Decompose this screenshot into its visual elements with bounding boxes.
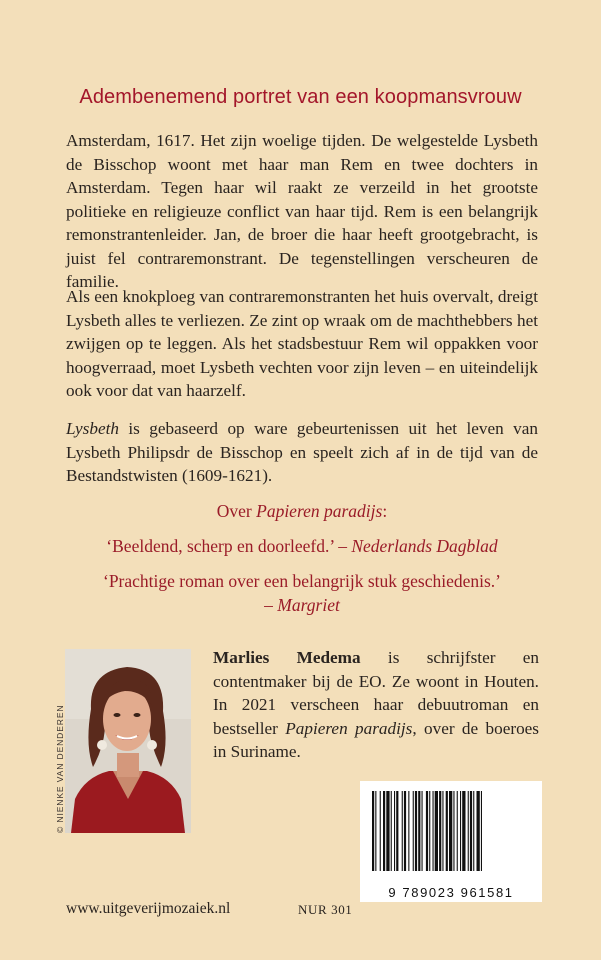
barcode-bar: [413, 791, 414, 871]
barcode-bar: [435, 791, 438, 871]
barcode-bar: [380, 791, 381, 871]
reviews: [66, 500, 538, 617]
review-intro-title: Papieren paradijs: [256, 501, 383, 521]
blurb-paragraph-2: Als een knokploeg van contraremonstranten het huis overvalt, dreigt Lysbeth alles te verliezen. Ze zint op wraak om de machthebbers het zwijgen op te leggen. Als het stadsbestuur Rem wil oppakken voor hoogverraad, moet Lysbeth vechten voor zijn leven – en uiteindelijk ook voor dat van haarzelf.: [66, 287, 538, 400]
review-quote-1: [66, 535, 538, 559]
barcode-bar: [477, 791, 480, 871]
nur-code: NUR 301: [298, 902, 353, 917]
barcode-bar: [402, 791, 403, 871]
review-intro-suffix: :: [382, 501, 388, 521]
barcode-bar: [391, 791, 392, 871]
author-bio-text-2: . Ze woont in Houten. In 2021 verscheen haar debuutroman en bestseller: [213, 671, 539, 738]
publisher-website[interactable]: www.uitgeverijmozaiek.nl: [66, 900, 231, 917]
barcode-bar: [372, 791, 374, 871]
barcode-bar: [429, 791, 430, 871]
barcode-bar: [442, 791, 443, 871]
barcode-bar: [468, 791, 469, 871]
review-quote-2-attribution: [66, 594, 538, 618]
barcode-bar: [408, 791, 409, 871]
barcode-bars: [360, 781, 542, 881]
barcode-bar: [481, 791, 482, 871]
photo-credit: © NIENKE VAN DENDEREN: [55, 704, 65, 833]
barcode-bar: [439, 791, 441, 871]
barcode-bar: [473, 791, 474, 871]
review-quote-1-text: ‘Beeldend, scherp en doorleefd.’ –: [106, 535, 352, 556]
barcode-bar: [375, 791, 376, 871]
barcode-bar: [394, 791, 395, 871]
author-bio-text-3: , over de boeroes in Suriname.: [213, 718, 539, 761]
book-title-lysbeth: Lysbeth: [66, 419, 119, 438]
barcode-bar: [415, 791, 417, 871]
blurb-paragraph-3: [66, 417, 538, 488]
barcode-bar: [422, 791, 423, 871]
author-photo: [65, 649, 191, 833]
barcode-bar: [453, 791, 454, 871]
review-intro-prefix: Over: [216, 501, 257, 521]
isbn-number: 9 789023 961581: [388, 885, 514, 900]
barcode-bar: [457, 791, 458, 871]
barcode-bar: [418, 791, 420, 871]
review-quote-2-dash: –: [264, 594, 278, 615]
barcode-bar: [396, 791, 398, 871]
author-bio: [213, 646, 539, 764]
barcode-bar: [426, 791, 428, 871]
barcode-bar: [449, 791, 452, 871]
blurb-paragraph-3-text: is gebaseerd op ware gebeurtenissen uit het leven van Lysbeth Philipsdr de Bisschop en speelt zich af in de tijd van de Bestandstwisten (1609-1621).: [66, 419, 538, 485]
barcode-bar: [462, 791, 465, 871]
barcode-bar: [433, 791, 434, 871]
author-bio-eo: EO: [358, 671, 382, 691]
barcode-bar: [404, 791, 406, 871]
barcode-bar: [383, 791, 385, 871]
author-name: Marlies Medema: [213, 648, 361, 667]
review-intro: [66, 500, 538, 524]
blurb-paragraph-1: Amsterdam, 1617. Het zijn woelige tijden. De welgestelde Lysbeth de Bisschop woont met haar man Rem en twee dochters in Amsterdam. Tegen haar wil raakt ze verzeild in het grootste politieke en religieuze conflict van haar tijd. Rem is een belangrijk remonstrantenleider. Jan, de broer die haar heeft grootgebracht, is juist fel contraremonstrant. De tegenstellingen verscheuren de familie.: [66, 131, 538, 291]
review-quote-1-source: Nederlands Dagblad: [351, 535, 498, 556]
author-bio-text-1: is schrijfster en contentmaker bij de: [213, 648, 539, 691]
review-quote-2: ‘Prachtige roman over een belangrijk stuk geschiedenis.’: [103, 571, 501, 591]
barcode-bar: [470, 791, 472, 871]
barcode-bar: [446, 791, 448, 871]
barcode-bar: [460, 791, 461, 871]
author-bio-book-title: Papieren paradijs: [285, 718, 413, 738]
isbn-barcode: [360, 781, 542, 902]
headline: Adembenemend portret van een koopmansvrouw: [79, 86, 522, 108]
review-quote-2-source: Margriet: [277, 594, 340, 615]
barcode-bar: [386, 791, 389, 871]
